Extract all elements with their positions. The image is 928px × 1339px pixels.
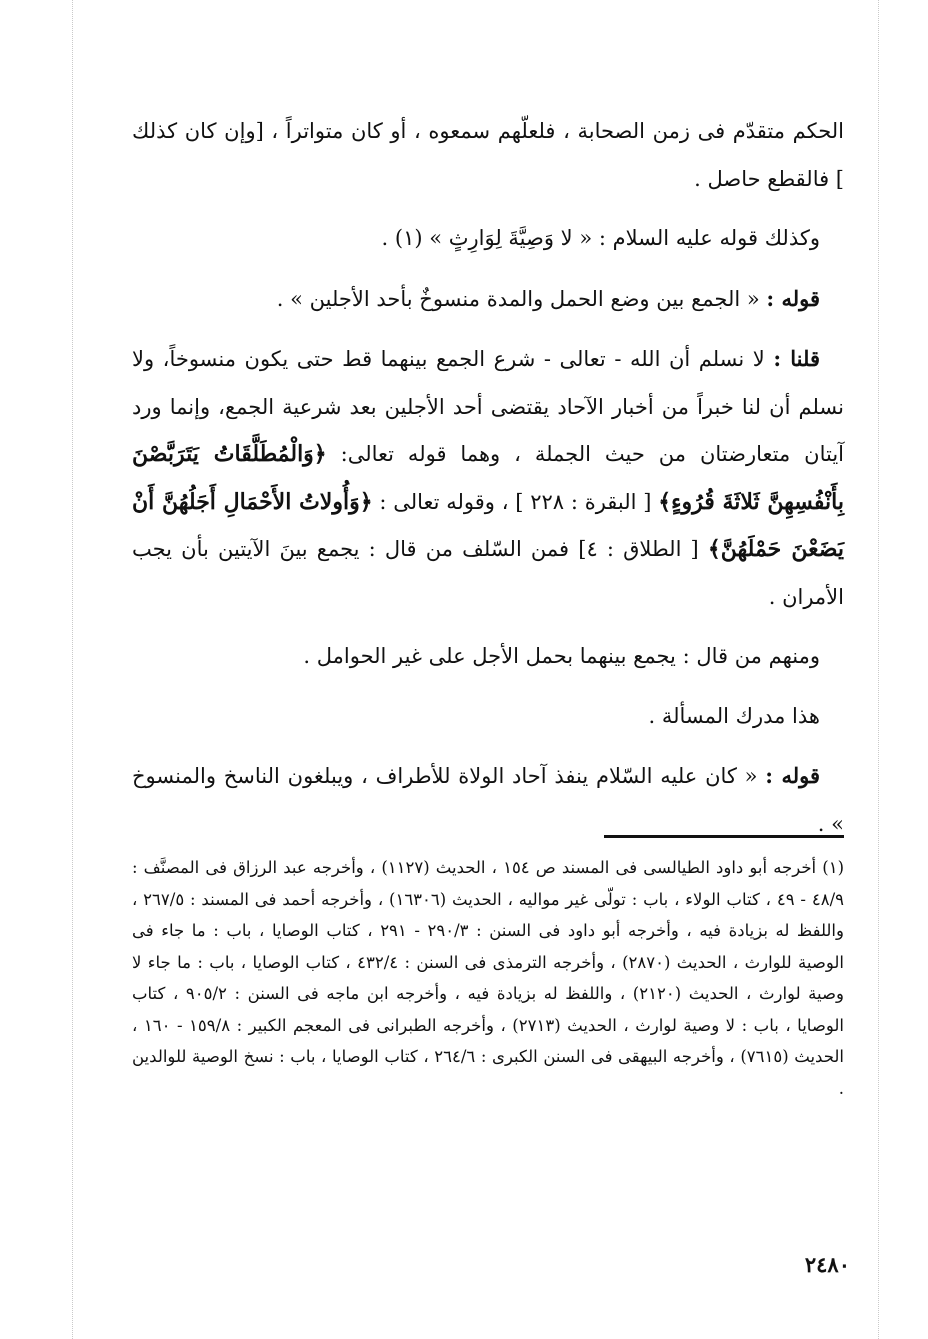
quran-verse-baqarah: ﴿وَالْمُطَلَّقَاتُ يَتَرَبَّصْنَ بِأَنْفُسِهِنَّ ثَلاثَةَ قُرُوءٍ﴾: [132, 441, 845, 515]
paragraph-1: الحكم متقدّم فى زمن الصحابة ، فلعلّهم سمعوه ، أو كان متواتراً ، [وإن كان كذلك ] فالقطع حاصل .: [132, 119, 844, 191]
footnote-separator: [604, 835, 844, 838]
paragraph-7-lead: قوله :: [765, 763, 820, 788]
footnote-1: (١) أخرجه أبو داود الطيالسى فى المسند ص ١٥٤ ، الحديث (١١٢٧) ، وأخرجه عبد الرزاق فى المصنَّف : ٤٨/٩ - ٤٩ ، كتاب الولاء ، باب : تولّى غير مواليه ، الحديث (١٦٣٠٦) ، وأخرجه أحمد فى المسند : ٢٦٧/٥ ، واللفظ له بزيادة فيه ، وأخرجه أبو داود فى السنن : ٢٩٠/٣ - ٢٩١ ، كتاب الوصايا ، باب : ما جاء فى الوصية للوارث ، الحديث (٢٨٧٠) ، وأخرجه الترمذى فى السنن : ٤٣٢/٤ ، كتاب الوصايا ، باب : ما جاء لا وصية لوارث ، الحديث (٢١٢٠) ، واللفظ له بزيادة فيه ، وأخرجه ابن ماجه فى السنن : ٩٠٥/٢ ، كتاب الوصايا ، باب : لا وصية لوارث ، الحديث (٢٧١٣) ، وأخرجه الطبرانى فى المعجم الكبير : ١٥٩/٨ - ١٦٠ ، الحديث (٧٦١٥) ، وأخرجه البيهقى فى السنن الكبرى : ٢٦٤/٦ ، كتاب الوصايا ، باب : نسخ الوصية للوالدين .: [132, 858, 845, 1098]
paragraph-6: هذا مدرك المسألة .: [648, 703, 820, 728]
paragraph-4: [132, 335, 844, 621]
paragraph-5: ومنهم من قال : يجمع بينهما بحمل الأجل على غير الحوامل .: [303, 644, 820, 668]
paragraph-7: [132, 752, 844, 848]
paragraph-4-lead: قلنا :: [773, 346, 820, 371]
paragraph-2: وكذلك قوله عليه السلام : « لا وَصِيَّةَ لِوَارِثٍ » (١) .: [381, 226, 820, 250]
main-text: [132, 108, 844, 848]
paragraph-4-part-b: [ البقرة : ٢٢٨ ] ، وقوله تعالى :: [372, 489, 659, 514]
paragraph-3-rest: « الجمع بين وضع الحمل والمدة منسوخٌ بأحد الأجلين » .: [276, 286, 767, 311]
paragraph-4-part-a: لا نسلم أن الله - تعالى - شرع الجمع بينهما قط حتى يكون منسوخاً، ولا نسلم أن لنا خبراً من أخبار الآحاد يقتضى أحد الأجلين بعد شرعية الجمع، وإنما ورد آيتان متعارضتان من حيث الجملة ، وهما قوله تعالى:: [132, 347, 844, 466]
scan-edge-left: [72, 0, 73, 1339]
quran-verse-talaq: ﴿وَأُولاتُ الأَحْمَالِ أَجَلُهُنَّ أَنْ يَضَعْنَ حَمْلَهُنَّ﴾: [132, 488, 844, 562]
scan-edge-right: [878, 0, 879, 1339]
paragraph-3-lead: قوله :: [766, 285, 820, 311]
paragraph-3: [132, 275, 844, 324]
page-number: ٢٤٨٠: [804, 1252, 850, 1277]
footnotes: [132, 852, 844, 1104]
paragraph-7-rest: « كان عليه السّلام ينفذ آحاد الولاة للأطراف ، ويبلغون الناسخ والمنسوخ » .: [132, 764, 844, 836]
paragraph-4-part-c: [ الطلاق : ٤] فمن السّلف من قال : يجمع بينَ الآيتين بأن يجب الأمران .: [132, 537, 844, 609]
